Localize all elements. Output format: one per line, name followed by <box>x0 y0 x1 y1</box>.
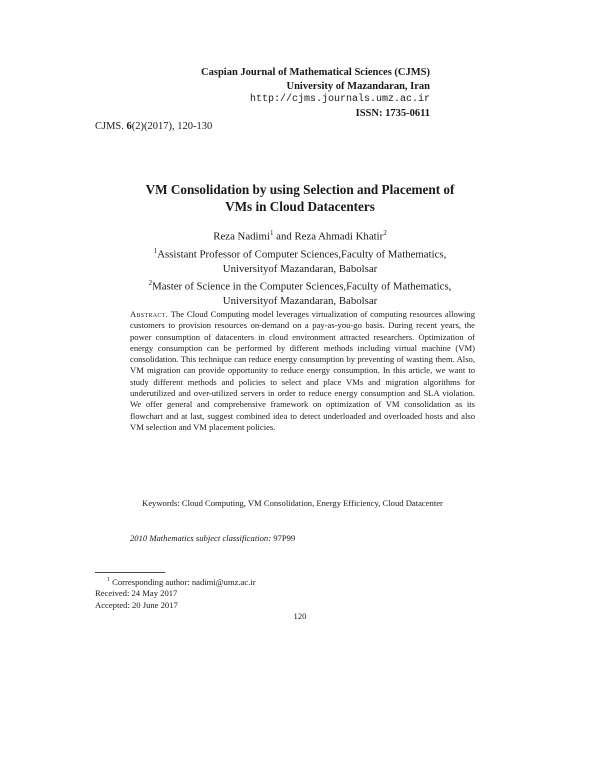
journal-issn: ISSN: 1735-0611 <box>355 107 430 119</box>
affiliation-2-line-2: Universityof Mazandaran, Babolsar <box>222 294 378 307</box>
title-line-1: VM Consolidation by using Selection and Placement of <box>145 182 455 197</box>
abstract <box>130 309 475 433</box>
corresponding-author: Corresponding author: nadimi@umz.ac.ir <box>112 576 256 587</box>
subject-classification <box>130 533 295 543</box>
footnote-corresponding <box>95 575 256 588</box>
affiliation-2 <box>95 276 505 308</box>
author-names <box>95 226 505 244</box>
accepted-date: Accepted: 20 June 2017 <box>95 599 178 610</box>
author-2: Reza Ahmadi Khatir <box>294 230 384 243</box>
author-1-mark: 1 <box>269 229 274 237</box>
affiliation-2-line-1: Master of Science in the Computer Sciences,Faculty of Mathematics, <box>152 280 452 293</box>
citation-volume: 6 <box>126 121 132 132</box>
affiliation-2-mark: 2 <box>148 278 153 287</box>
footnotes <box>95 575 256 611</box>
title-line-2: VMs in Cloud Datacenters <box>225 199 375 214</box>
keywords-text: Cloud Computing, VM Consolidation, Energy Efficiency, Cloud Datacenter <box>181 498 443 508</box>
author-1: Reza Nadimi <box>213 230 270 243</box>
keywords-label: Keywords: <box>142 498 180 508</box>
footnote-rule <box>95 572 165 573</box>
citation-line <box>95 121 212 132</box>
journal-header <box>201 66 430 120</box>
affiliation-1-mark: 1 <box>153 246 158 255</box>
author-2-mark: 2 <box>383 229 387 237</box>
abstract-label: Abstract. <box>130 309 169 319</box>
author-block <box>95 226 505 308</box>
footnote-mark: 1 <box>107 577 110 583</box>
citation-issue-pages: (2)(2017), 120-130 <box>131 121 213 132</box>
journal-name: Caspian Journal of Mathematical Sciences (CJMS) <box>201 67 430 78</box>
paper-title <box>95 181 505 215</box>
received-date: Received: 24 May 2017 <box>95 588 178 599</box>
affiliation-1-line-2: Universityof Mazandaran, Babolsar <box>222 262 378 275</box>
journal-url[interactable]: http://cjms.journals.umz.ac.ir <box>249 94 430 106</box>
page-number: 120 <box>293 611 307 621</box>
affiliation-1 <box>95 244 505 276</box>
msc-code: 97P99 <box>273 533 296 543</box>
author-connector: and <box>276 230 292 243</box>
university-name: University of Mazandaran, Iran <box>286 80 430 92</box>
affiliation-1-line-1: Assistant Professor of Computer Sciences,Faculty of Mathematics, <box>157 248 447 261</box>
msc-label: 2010 Mathematics subject classification: <box>130 533 272 543</box>
citation-journal: CJMS. <box>95 121 124 132</box>
keywords <box>130 498 475 509</box>
abstract-text: The Cloud Computing model leverages virtualization of computing resources allowing customers to provision resources on-demand on a pay-as-you-go basis. During recent years, the power consumption of datacenters in cloud environment attracted researchers. Optimization of energy consumption can be performed by different methods including virtual machine (VM) consolidation. This technique can reduce energy consumption by preventing of wasting them. Also, VM migration can provide opportunity to reduce energy consumption. In this article, we want to study different methods and policies to select and place VMs and migration algorithms for underutilized and over-utilized servers in order to reduce energy consumption and SLA violation. We offer general and comprehensive framework on optimization of VM consolidation as its flowchart and at last, suggest combined idea to detect underloaded and overloaded hosts and also VM selection and VM placement policies. <box>130 309 475 432</box>
